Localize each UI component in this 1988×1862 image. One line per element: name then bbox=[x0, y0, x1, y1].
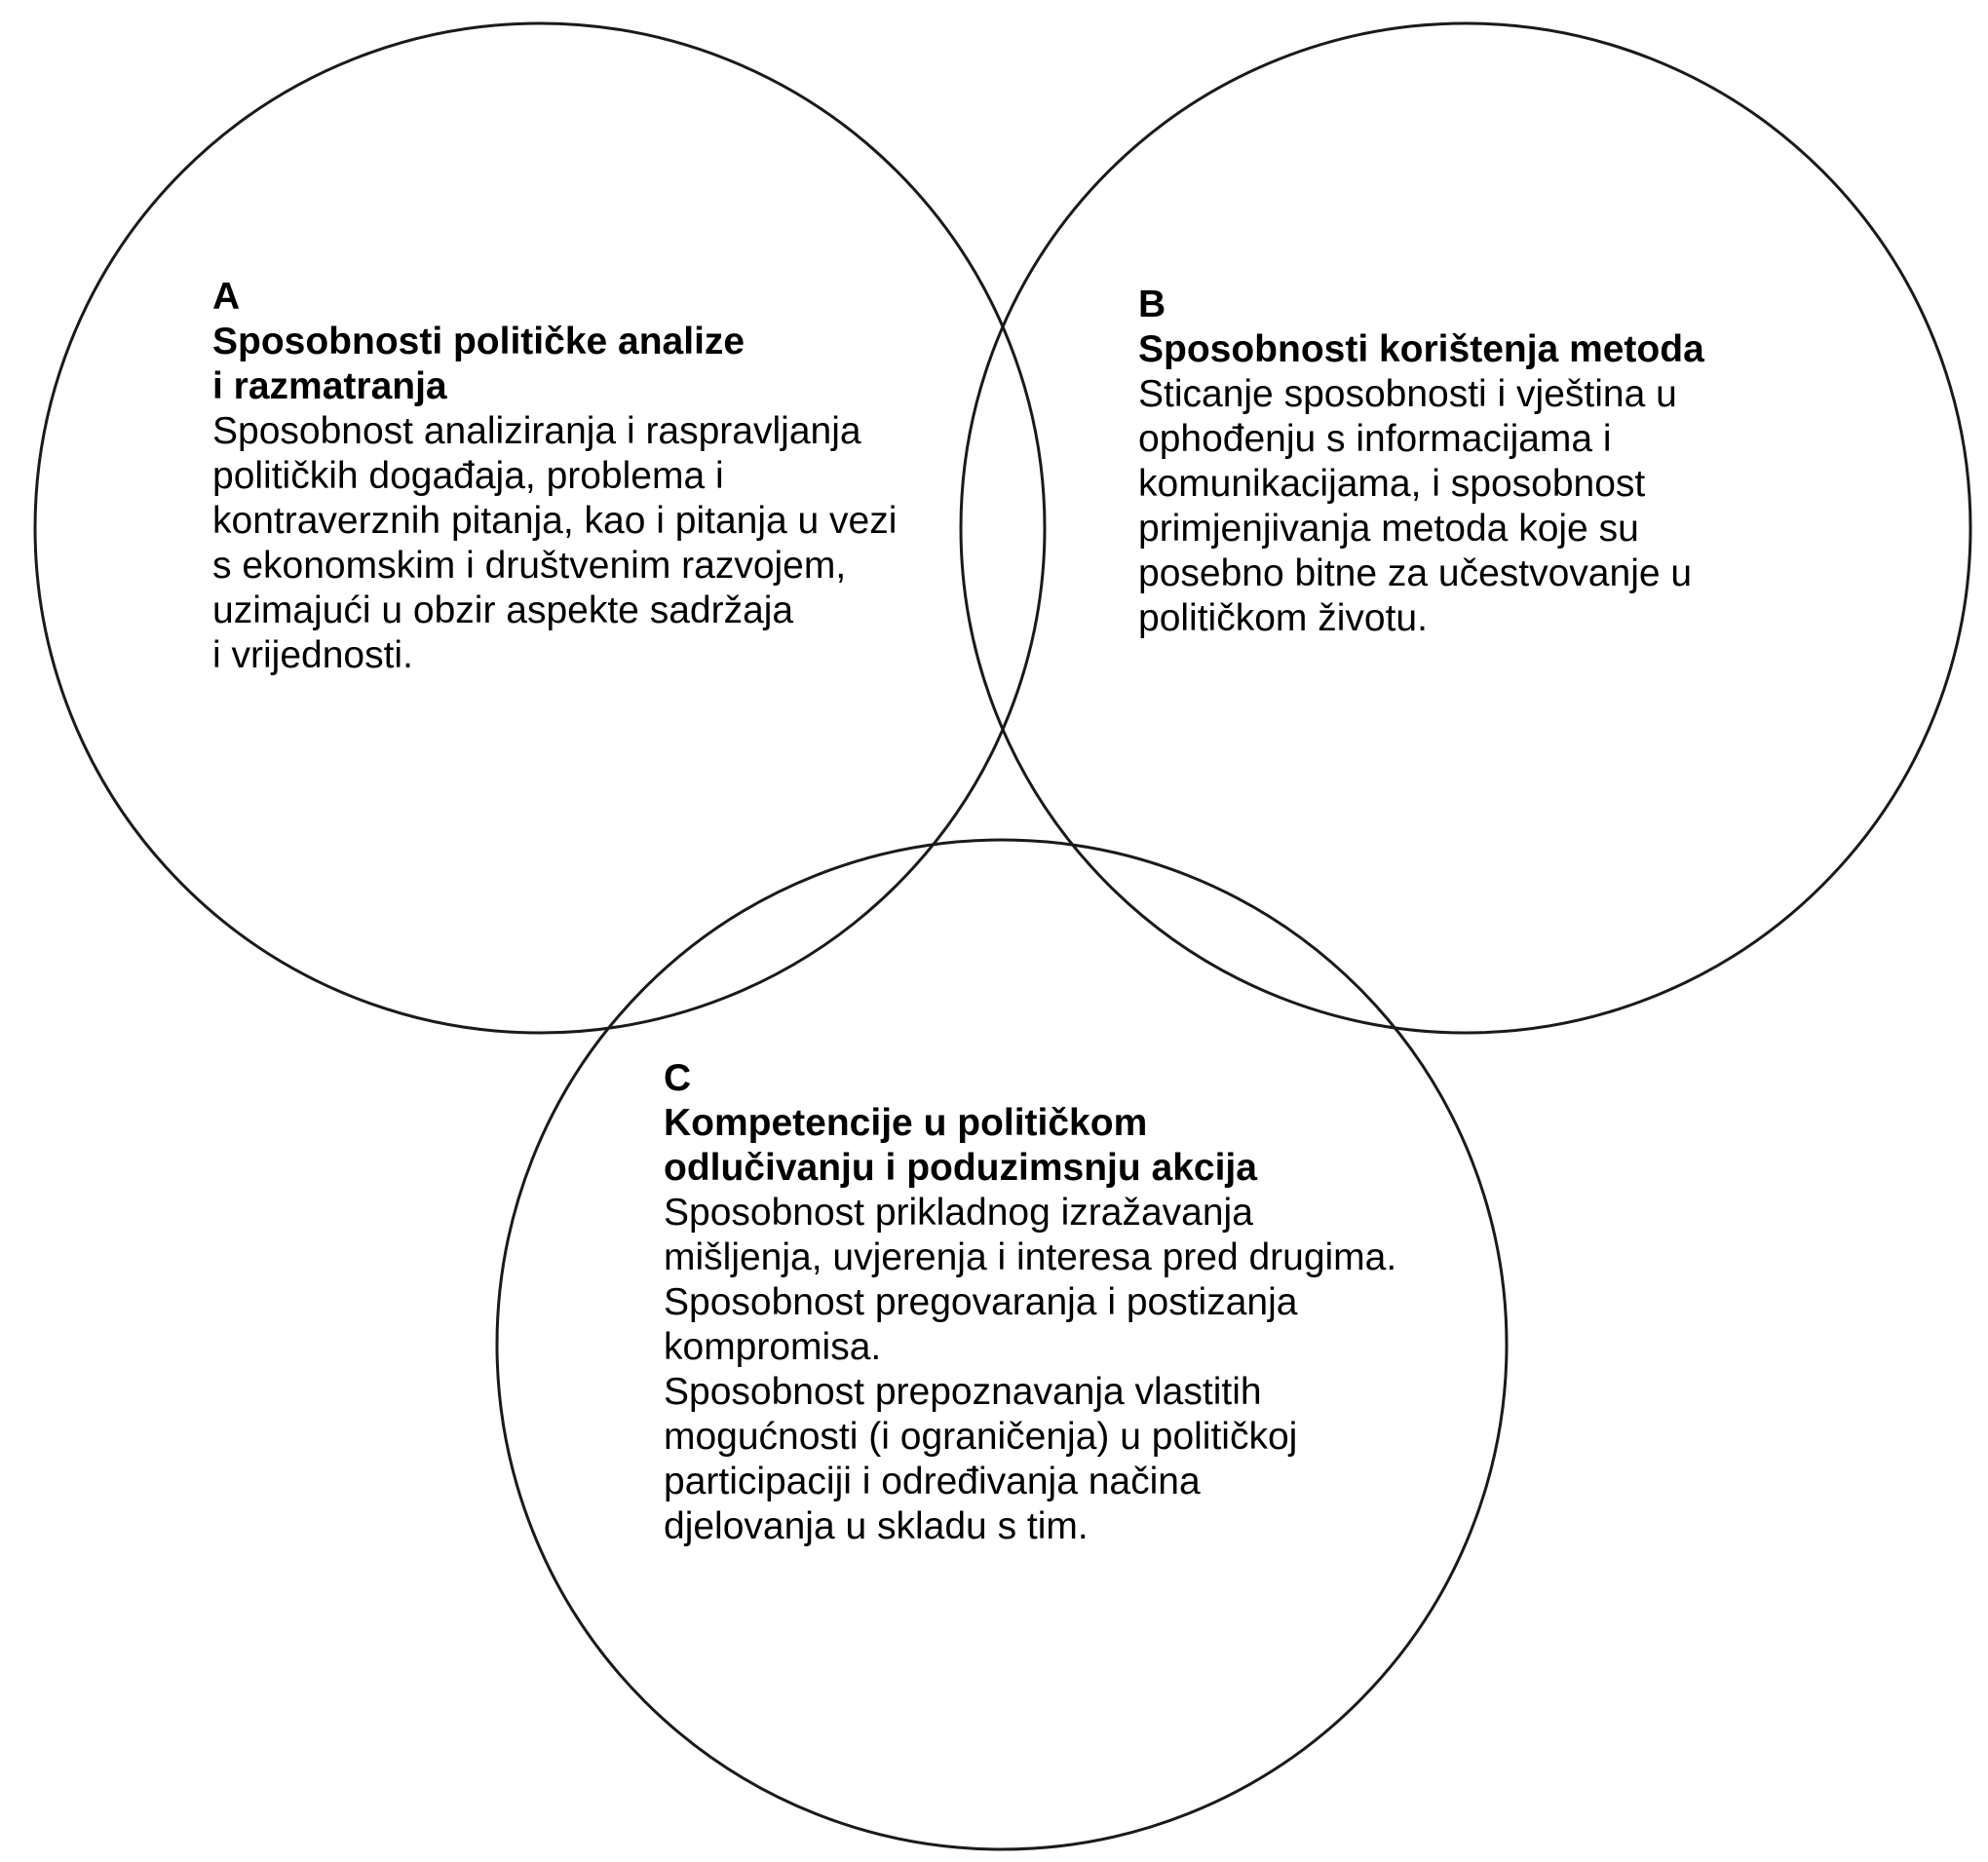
circle-a-content bbox=[212, 275, 897, 678]
circle-c-title-line-2: odlučivanju i poduzimsnju akcija bbox=[664, 1147, 1257, 1189]
circle-c-body-line-5: Sposobnost prepoznavanja vlastitih bbox=[664, 1371, 1262, 1413]
circle-b-letter: B bbox=[1138, 284, 1166, 325]
circle-a-body-line-5: uzimajući u obzir aspekte sadržaja bbox=[212, 589, 794, 631]
circle-b-body-line-1: Sticanje sposobnosti i vještina u bbox=[1138, 373, 1677, 415]
circle-c-body-line-1: Sposobnost prikladnog izražavanja bbox=[664, 1192, 1253, 1234]
circle-c-content bbox=[664, 1056, 1396, 1549]
circle-c-body-line-3: Sposobnost pregovaranja i postizanja bbox=[664, 1281, 1298, 1323]
circle-a-body-line-4: s ekonomskim i društvenim razvojem, bbox=[212, 545, 847, 587]
circle-b-body-line-2: ophođenju s informacijama i bbox=[1138, 418, 1612, 460]
circle-a-letter: A bbox=[212, 276, 241, 318]
circle-b-body-line-3: komunikacijama, i sposobnost bbox=[1138, 463, 1646, 505]
circle-c-title-line-1: Kompetencije u političkom bbox=[664, 1102, 1148, 1144]
circle-c-body-line-4: kompromisa. bbox=[664, 1326, 882, 1368]
circle-b-body-line-4: primjenjivanja metoda koje su bbox=[1138, 508, 1639, 550]
circle-c-body-line-6: mogućnosti (i ograničenja) u političkoj bbox=[664, 1416, 1298, 1458]
circle-c-body-line-2: mišljenja, uvjerenja i interesa pred drugima. bbox=[664, 1236, 1397, 1278]
circle-b-content bbox=[1138, 283, 1704, 641]
circle-a-body-line-2: političkih događaja, problema i bbox=[212, 455, 724, 497]
circle-c-body-line-8: djelovanja u skladu s tim. bbox=[664, 1505, 1089, 1547]
circle-b-title-line-1: Sposobnosti korištenja metoda bbox=[1138, 328, 1704, 370]
circle-a-body-line-3: kontraverznih pitanja, kao i pitanja u vezi bbox=[212, 500, 898, 542]
circle-a-body-line-6: i vrijednosti. bbox=[212, 634, 413, 676]
circle-a-body-line-1: Sposobnost analiziranja i raspravljanja bbox=[212, 410, 861, 452]
circle-a-title-line-2: i razmatranja bbox=[212, 365, 447, 407]
circle-c-letter: C bbox=[664, 1057, 692, 1099]
circle-b-body-line-6: političkom životu. bbox=[1138, 597, 1428, 639]
circle-c-body-line-7: participaciji i određivanja načina bbox=[664, 1461, 1201, 1502]
circle-a-title-line-1: Sposobnosti političke analize bbox=[212, 321, 746, 362]
circle-b-body-line-5: posebno bitne za učestvovanje u bbox=[1138, 552, 1693, 594]
